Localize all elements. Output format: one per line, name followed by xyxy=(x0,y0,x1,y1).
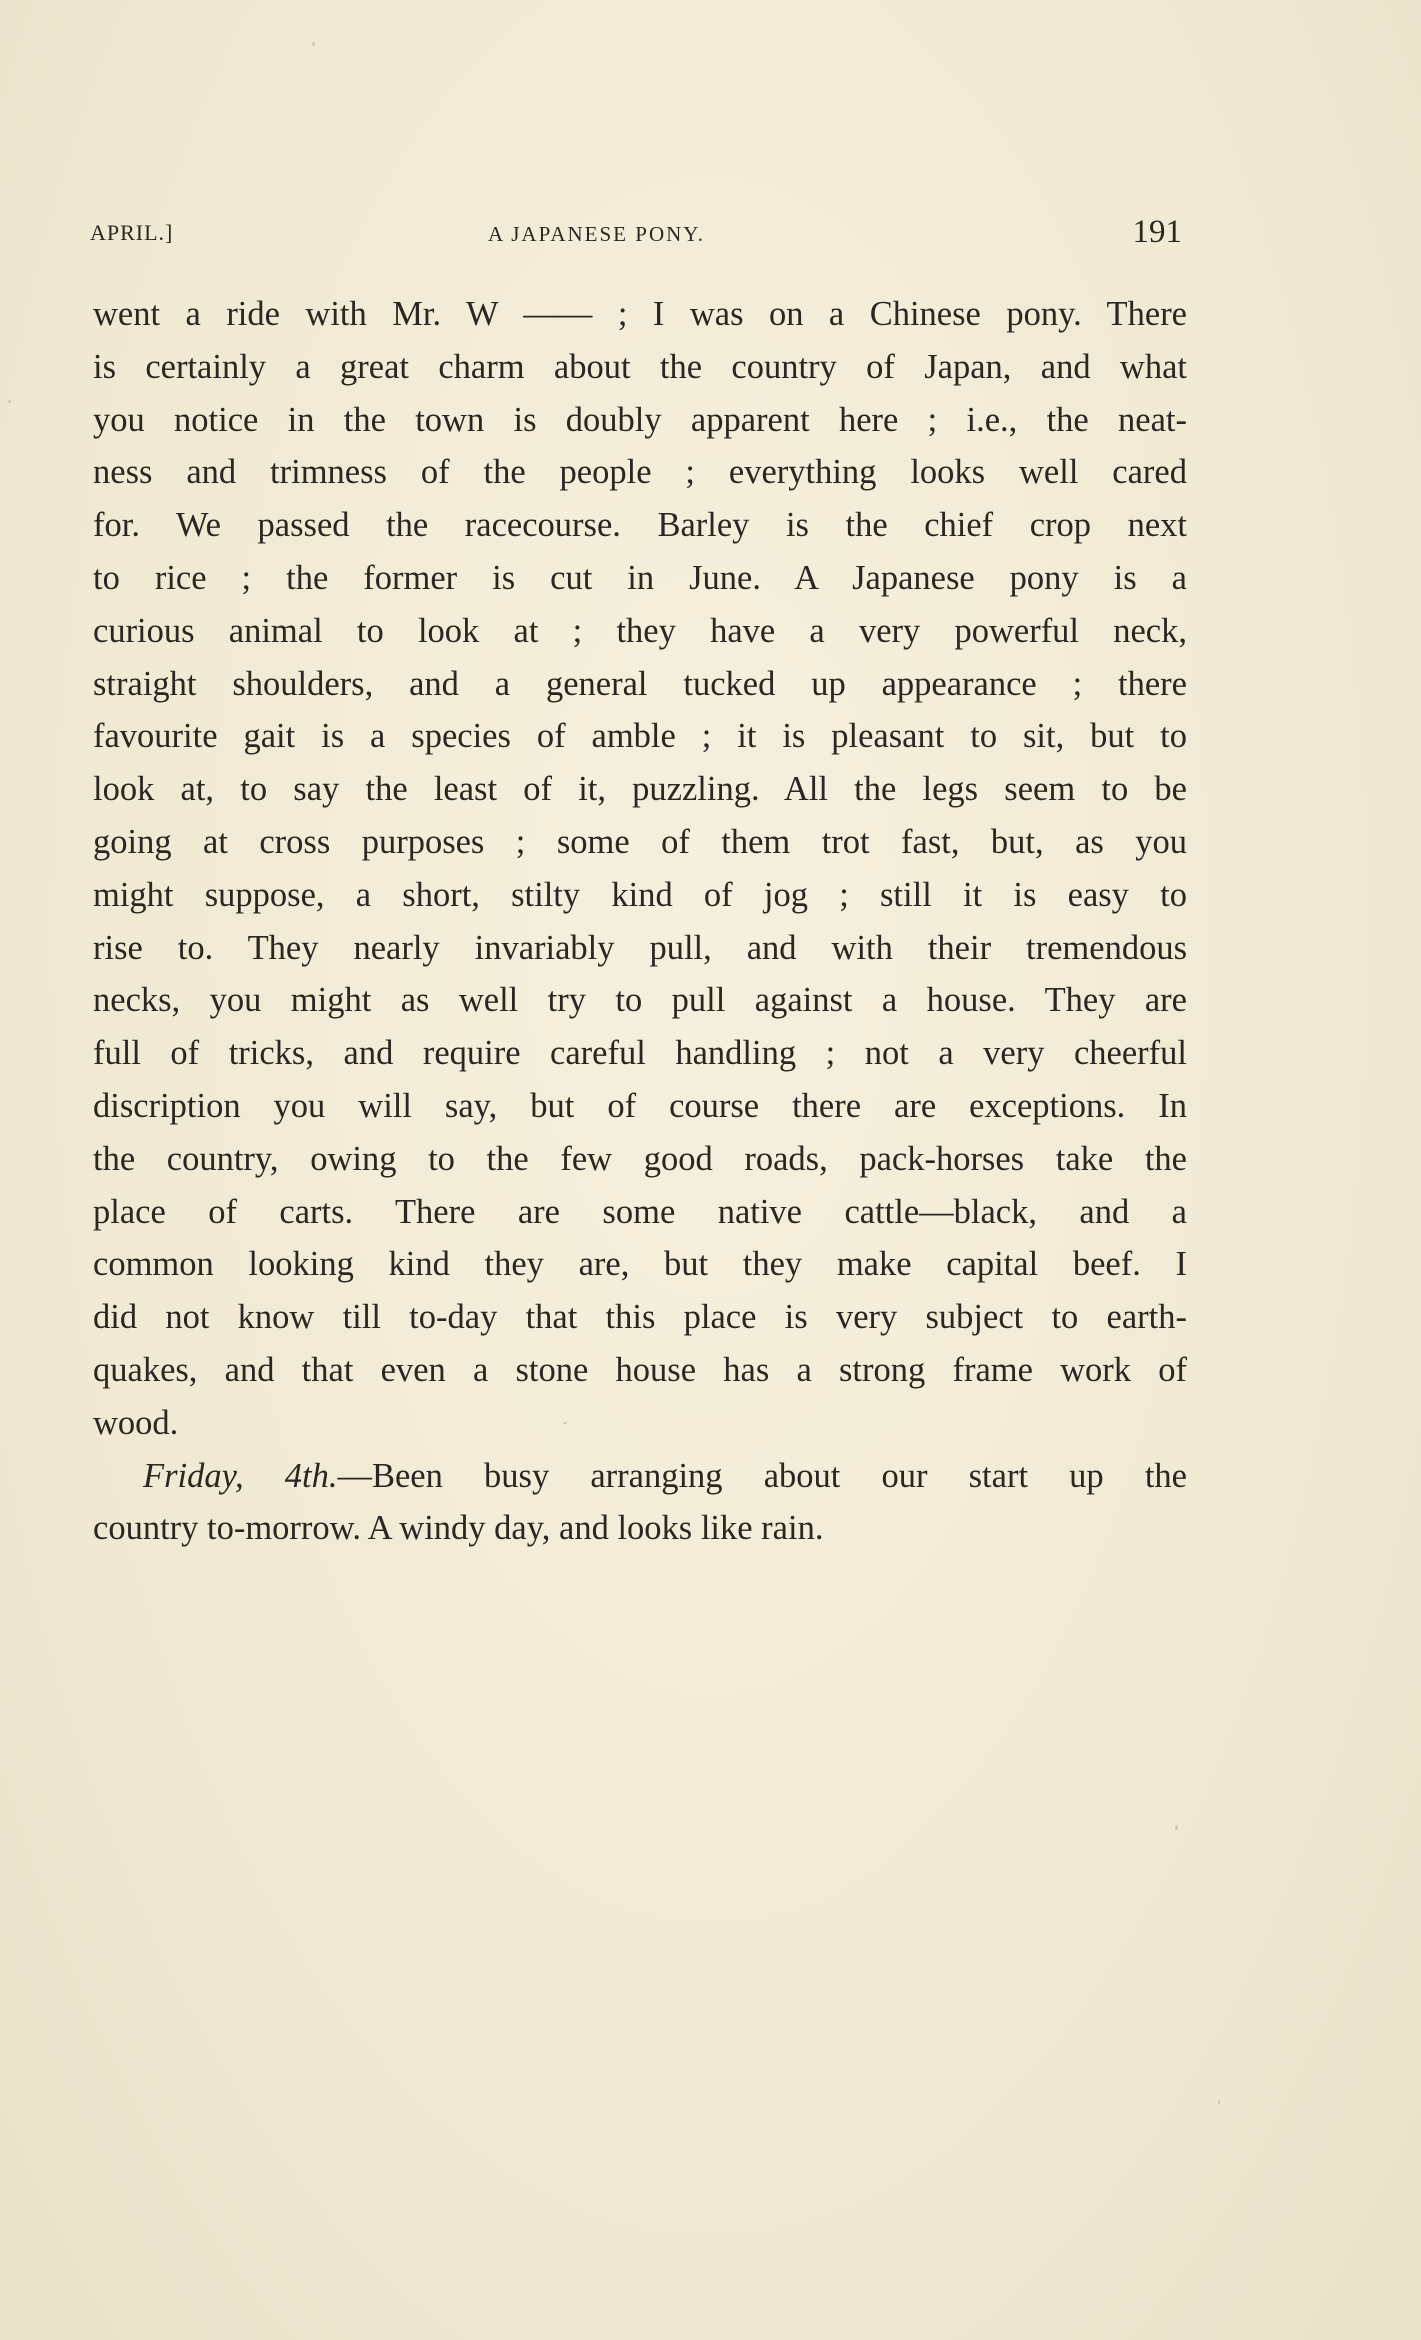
paper-speck xyxy=(1175,1825,1178,1830)
running-head xyxy=(90,214,1180,258)
paper-speck xyxy=(563,1422,567,1424)
text-line: straight shoulders, and a general tucked up appearance ; there xyxy=(93,664,1187,703)
paper-speck xyxy=(1218,2100,1220,2104)
text-line: wood. xyxy=(93,1403,179,1442)
date-heading: Friday, 4th. xyxy=(143,1456,338,1495)
running-head-month: APRIL.] xyxy=(90,220,174,245)
text-line: to rice ; the former is cut in June. A Japanese pony is a xyxy=(93,558,1187,597)
text-line: for. We passed the racecourse. Barley is the chief crop next xyxy=(93,506,1187,545)
text-line: is certainly a great charm about the country of Japan, and what xyxy=(93,347,1187,386)
text-line: necks, you might as well try to pull against a house. They are xyxy=(93,981,1187,1020)
text-line: did not know till to-day that this place is very subject to earth- xyxy=(93,1298,1187,1337)
text-line: might suppose, a short, stilty kind of jog ; still it is easy to xyxy=(93,875,1187,914)
text-line: full of tricks, and require careful handling ; not a very cheerful xyxy=(93,1034,1187,1073)
text-line: going at cross purposes ; some of them trot fast, but, as you xyxy=(93,822,1187,861)
running-head-title: A JAPANESE PONY. xyxy=(488,222,705,246)
text-line: look at, to say the least of it, puzzling. All the legs seem to be xyxy=(93,770,1187,809)
text-line: country to-morrow. A windy day, and looks like rain. xyxy=(93,1509,824,1548)
paragraph-1 xyxy=(93,288,1187,1450)
text-line: ness and trimness of the people ; everything looks well cared xyxy=(93,453,1187,492)
body-text xyxy=(93,288,1187,1555)
text-line-rest: —Been busy arranging about our start up the xyxy=(337,1456,1187,1495)
paper-speck xyxy=(312,42,315,46)
text-line: discription you will say, but of course there are exceptions. In xyxy=(93,1086,1187,1125)
text-line: quakes, and that even a stone house has a strong frame work of xyxy=(93,1350,1187,1389)
text-line: curious animal to look at ; they have a very powerful neck, xyxy=(93,611,1187,650)
text-line: rise to. They nearly invariably pull, and with their tremendous xyxy=(93,928,1187,967)
paper-speck xyxy=(8,400,11,403)
text-line: went a ride with Mr. W —— ; I was on a Chinese pony. There xyxy=(93,295,1187,333)
text-line xyxy=(93,1450,1187,1503)
paragraph-2 xyxy=(93,1450,1187,1556)
text-line: you notice in the town is doubly apparent here ; i.e., the neat- xyxy=(93,400,1187,439)
text-line: place of carts. There are some native cattle—black, and a xyxy=(93,1192,1187,1231)
text-line: favourite gait is a species of amble ; it is pleasant to sit, but to xyxy=(93,717,1187,756)
page-number: 191 xyxy=(1132,214,1182,250)
text-line: common looking kind they are, but they make capital beef. I xyxy=(93,1245,1187,1284)
text-line: the country, owing to the few good roads, pack-horses take the xyxy=(93,1139,1187,1178)
